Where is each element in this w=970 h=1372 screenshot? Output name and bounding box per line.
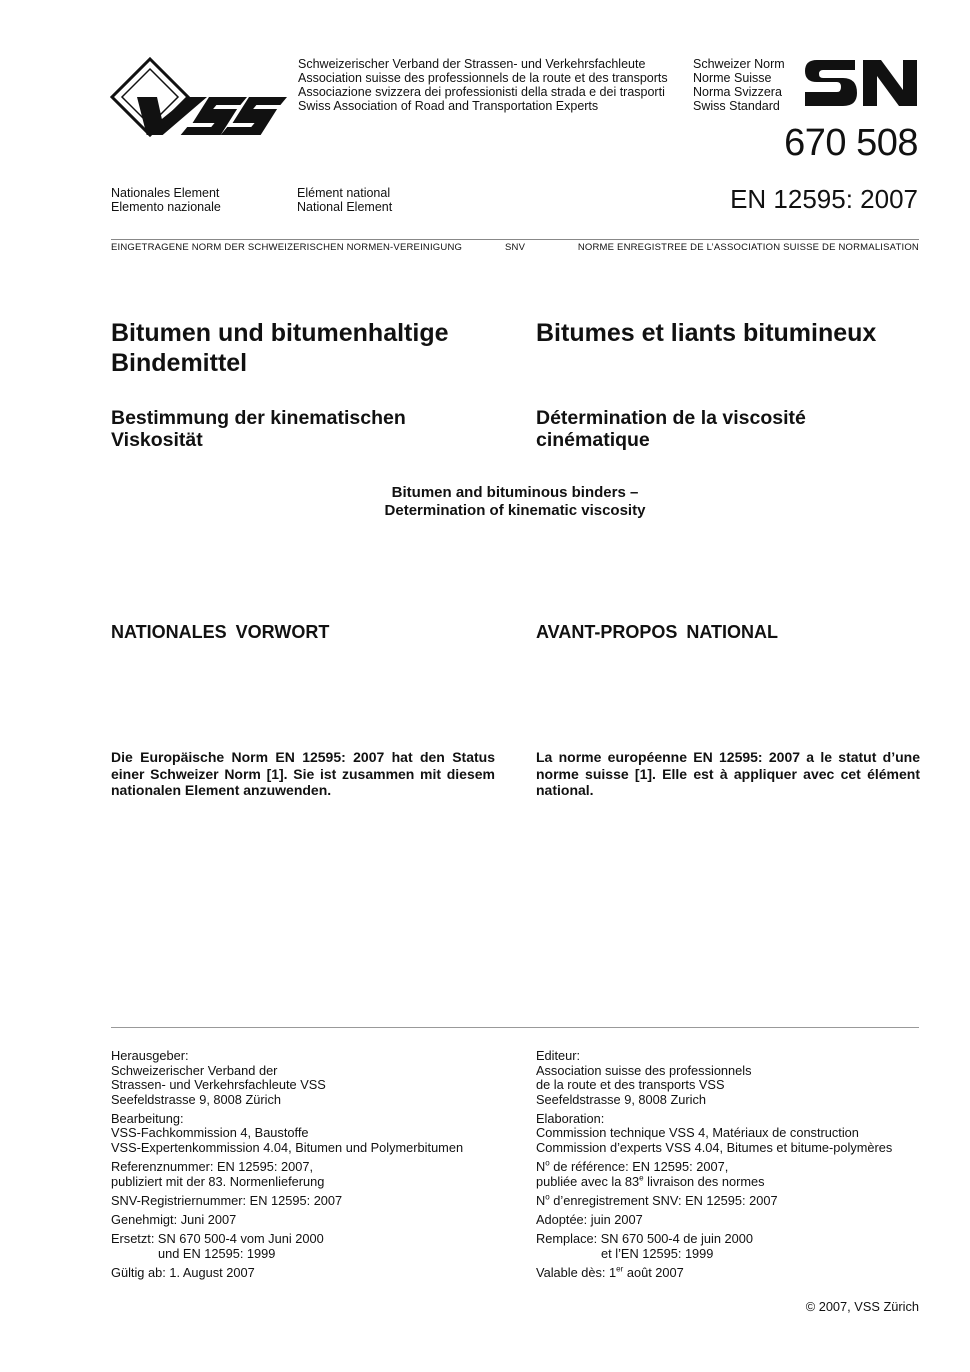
registered-left: EINGETRAGENE NORM DER SCHWEIZERISCHEN NORMEN-VEREINIGUNG xyxy=(111,242,463,253)
association-line-fr: Association suisse des professionnels de la route et des transports xyxy=(298,71,668,85)
snv-fr-sup: o xyxy=(545,1192,550,1202)
vss-logo-icon xyxy=(110,57,290,139)
replaces-block-fr xyxy=(536,1232,936,1261)
element-de xyxy=(111,186,221,214)
title-en-line-2: Determination of kinematic viscosity xyxy=(384,502,646,519)
elaboration-fr-2: Commission d’experts VSS 4.04, Bitumes et bitume-polymères xyxy=(536,1140,893,1156)
publisher-fr-2: de la route et des transports VSS xyxy=(536,1077,725,1093)
reference-block-fr xyxy=(536,1160,936,1189)
snv-fr-a: N xyxy=(536,1192,546,1208)
replaces-fr-2: et l’EN 12595: 1999 xyxy=(601,1245,714,1261)
publisher-label-de: Herausgeber: xyxy=(111,1048,189,1063)
association-block xyxy=(298,57,668,113)
sn-logo xyxy=(803,56,919,110)
elaboration-block-fr xyxy=(536,1112,936,1156)
sn-logo-icon xyxy=(803,56,919,110)
elaboration-de-2: VSS-Expertenkommission 4.04, Bitumen und Polymerbitumen xyxy=(111,1140,464,1156)
snv-registration-de: SNV-Registriernummer: EN 12595: 2007 xyxy=(111,1192,343,1208)
snv-registration-fr xyxy=(536,1194,936,1209)
valid-fr-sup: er xyxy=(616,1264,624,1274)
reference-fr-1a: N xyxy=(536,1159,546,1175)
sn-number: 670 508 xyxy=(784,122,918,164)
subtitle-fr: Détermination de la viscosité cinématique xyxy=(536,407,806,451)
norm-type-block xyxy=(693,57,785,113)
elaboration-de-1: VSS-Fachkommission 4, Baustoffe xyxy=(111,1125,309,1141)
approved-fr: Adoptée: juin 2007 xyxy=(536,1211,643,1227)
elaboration-label-fr: Elaboration: xyxy=(536,1110,605,1126)
title-de: Bitumen und bitumenhaltige Bindemittel xyxy=(111,319,449,377)
colophon-de xyxy=(111,1049,521,1285)
element-de-line-2: Elemento nazionale xyxy=(111,200,221,214)
subtitle-de: Bestimmung der kinematischen Viskosität xyxy=(111,407,406,451)
association-line-en: Swiss Association of Road and Transportation Experts xyxy=(298,99,599,113)
element-fr xyxy=(297,186,392,214)
elaboration-label-de: Bearbeitung: xyxy=(111,1110,184,1126)
reference-fr-2a: publiée avec la 83 xyxy=(536,1173,640,1189)
replaces-block-de xyxy=(111,1232,521,1261)
elaboration-fr-1: Commission technique VSS 4, Matériaux de construction xyxy=(536,1125,859,1141)
replaces-fr-1: Remplace: SN 670 500-4 de juin 2000 xyxy=(536,1231,753,1247)
foreword-text-de: Die Europäische Norm EN 12595: 2007 hat den Status einer Schweizer Norm [1]. Sie ist zusammen mit diesem nationalen Element anzuwenden. xyxy=(111,749,495,798)
valid-fr xyxy=(536,1266,936,1281)
association-line-it: Associazione svizzera dei professionisti della strada e dei trasporti xyxy=(298,85,665,99)
reference-block-de xyxy=(111,1160,521,1189)
registered-mid: SNV xyxy=(505,242,526,253)
publisher-fr-3: Seefeldstrasse 9, 8008 Zurich xyxy=(536,1091,707,1107)
publisher-de-1: Schweizerischer Verband der xyxy=(111,1062,278,1078)
norm-type-fr: Norme Suisse xyxy=(693,71,772,85)
reference-fr-1b: de référence: EN 12595: 2007, xyxy=(549,1159,729,1175)
vss-logo xyxy=(110,57,290,139)
foreword-heading-de: NATIONALES VORWORT xyxy=(111,622,330,642)
publisher-de-3: Seefeldstrasse 9, 8008 Zürich xyxy=(111,1091,282,1107)
association-line-de: Schweizerischer Verband der Strassen- und Verkehrsfachleute xyxy=(298,57,646,71)
norm-type-it: Norma Svizzera xyxy=(693,85,782,99)
elaboration-block-de xyxy=(111,1112,521,1156)
title-en xyxy=(111,484,919,520)
valid-fr-a: Valable dès: 1 xyxy=(536,1264,617,1280)
title-fr: Bitumes et liants bitumineux xyxy=(536,319,877,347)
norm-type-de: Schweizer Norm xyxy=(693,57,785,71)
publisher-block-de xyxy=(111,1049,521,1107)
element-fr-line-2: National Element xyxy=(297,200,393,214)
valid-de: Gültig ab: 1. August 2007 xyxy=(111,1264,255,1280)
publisher-label-fr: Editeur: xyxy=(536,1048,581,1063)
reference-fr-1sup: o xyxy=(545,1158,550,1168)
publisher-block-fr xyxy=(536,1049,936,1107)
colophon-fr xyxy=(536,1049,936,1285)
snv-fr-b: d’enregistrement SNV: EN 12595: 2007 xyxy=(549,1192,778,1208)
element-de-line-1: Nationales Element xyxy=(111,186,220,200)
reference-fr-2b: livraison des normes xyxy=(643,1173,765,1189)
foreword-heading-fr: AVANT-PROPOS NATIONAL xyxy=(536,622,778,642)
norm-type-en: Swiss Standard xyxy=(693,99,780,113)
colophon-divider xyxy=(111,1027,919,1028)
replaces-de-1: Ersetzt: SN 670 500-4 vom Juni 2000 xyxy=(111,1231,324,1247)
valid-fr-b: août 2007 xyxy=(623,1264,684,1280)
copyright: © 2007, VSS Zürich xyxy=(805,1299,919,1314)
publisher-de-2: Strassen- und Verkehrsfachleute VSS xyxy=(111,1077,326,1093)
approved-de: Genehmigt: Juni 2007 xyxy=(111,1211,237,1227)
reference-de-1: Referenznummer: EN 12595: 2007, xyxy=(111,1159,314,1175)
publisher-fr-1: Association suisse des professionnels xyxy=(536,1062,752,1078)
reference-de-2: publiziert mit der 83. Normenlieferung xyxy=(111,1173,325,1189)
foreword-text-fr: La norme européenne EN 12595: 2007 a le statut d’une norme suisse [1]. Elle est à appliquer avec cet élément national. xyxy=(536,749,920,798)
element-fr-line-1: Elément national xyxy=(297,186,391,200)
header-divider xyxy=(111,239,919,240)
registered-right: NORME ENREGISTREE DE L’ASSOCIATION SUISSE DE NORMALISATION xyxy=(577,242,919,253)
title-en-line-1: Bitumen and bituminous binders – xyxy=(391,484,639,501)
replaces-de-2: und EN 12595: 1999 xyxy=(158,1245,276,1261)
reference-fr-2sup: e xyxy=(639,1173,644,1183)
en-number: EN 12595: 2007 xyxy=(730,184,918,214)
